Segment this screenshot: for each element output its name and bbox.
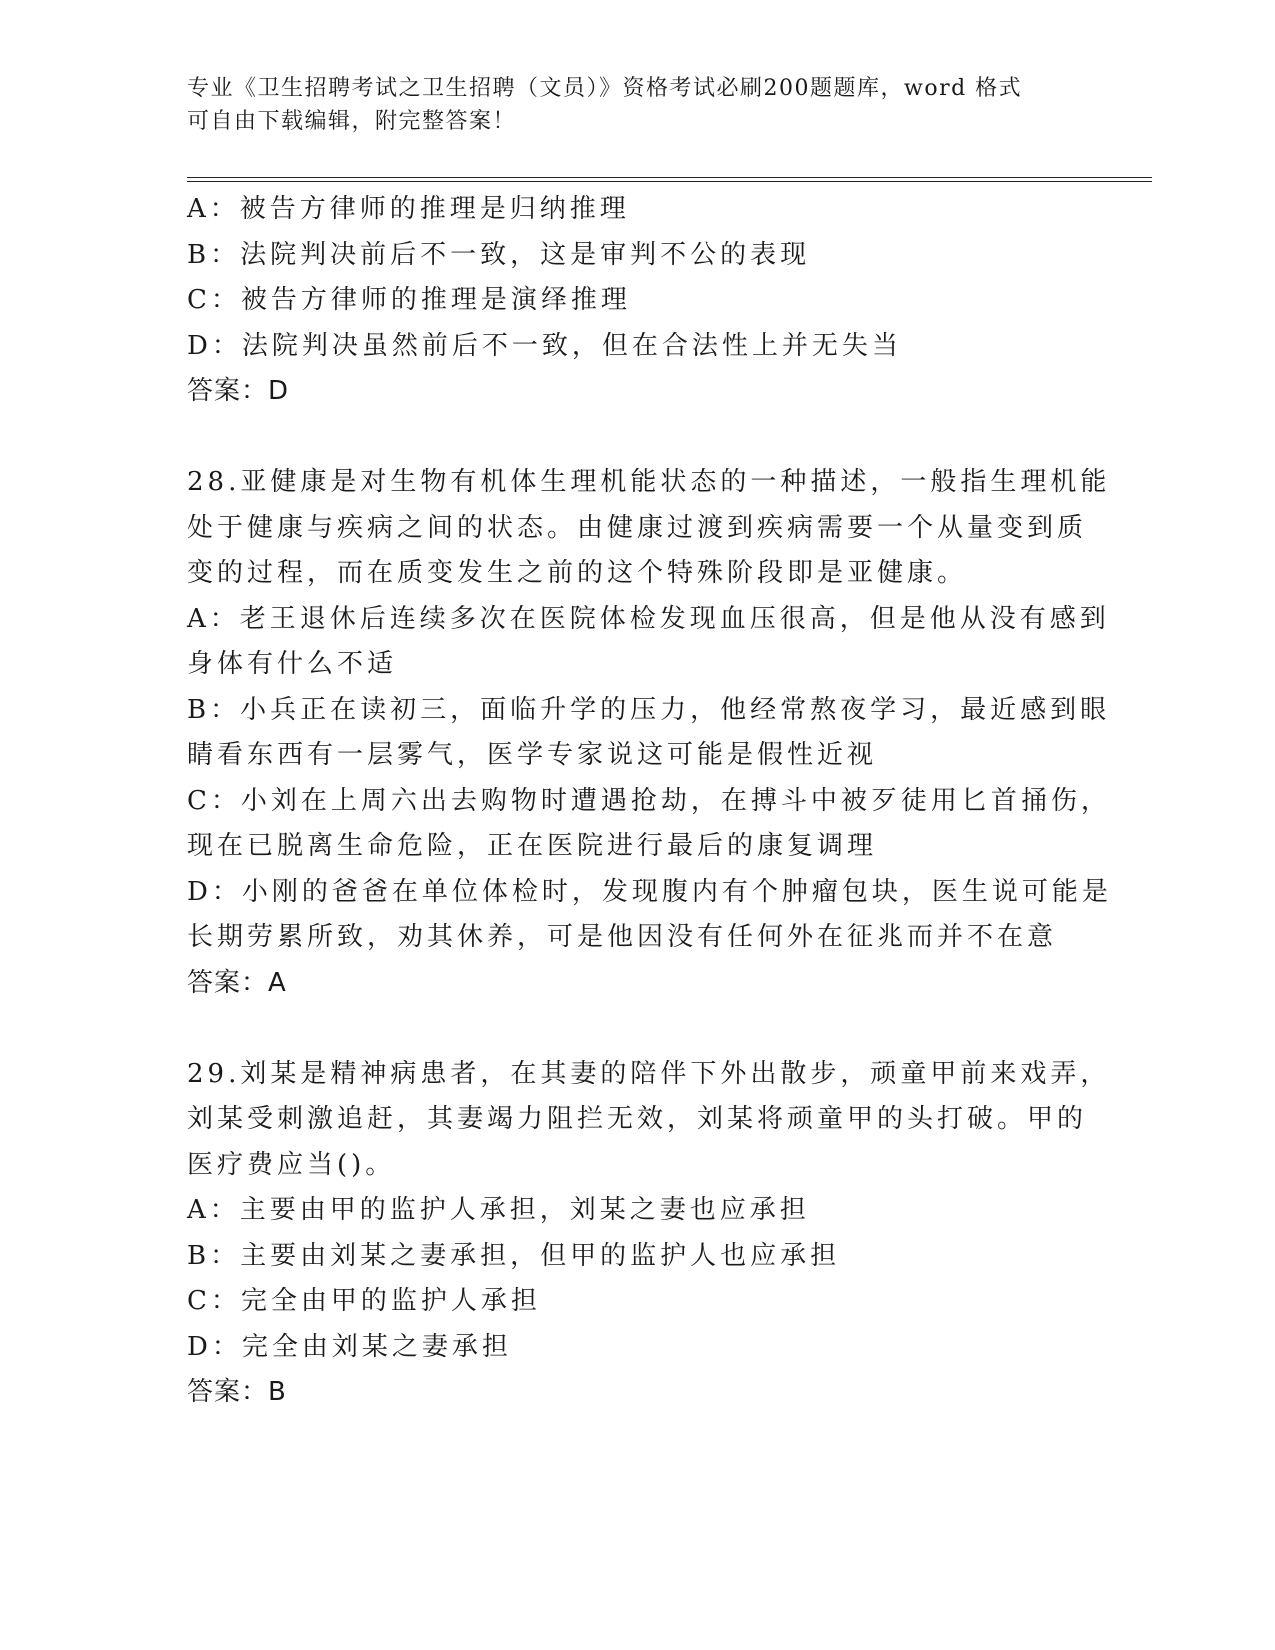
question-stem-line: 29.刘某是精神病患者，在其妻的陪伴下外出散步，顽童甲前来戏弄， (187, 1058, 1111, 1089)
question-28 (187, 460, 1112, 1006)
option-d: D：完全由刘某之妻承担 (187, 1331, 512, 1362)
option-d-continued: 长期劳累所致，劝其休养，可是他因没有任何外在征兆而并不在意 (187, 922, 1058, 952)
option-a: A：老王退休后连续多次在医院体检发现血压很高，但是他从没有感到 (187, 603, 1110, 634)
option-b: B：小兵正在读初三，面临升学的压力，他经常熬夜学习，最近感到眼 (187, 694, 1111, 725)
document-header (187, 72, 1067, 138)
option-d: D：法院判决虽然前后不一致，但在合法性上并无失当 (187, 330, 902, 361)
option-c-continued: 现在已脱离生命危险，正在医院进行最后的康复调理 (187, 831, 878, 861)
question-stem-line: 刘某受刺激追赶，其妻竭力阻拦无效，刘某将顽童甲的头打破。甲的 (187, 1104, 1088, 1134)
document-body (187, 187, 1112, 1416)
question-stem-line: 医疗费应当()。 (187, 1149, 396, 1180)
question-27 (187, 187, 1087, 415)
option-a-continued: 身体有什么不适 (187, 649, 398, 679)
option-d: D：小刚的爸爸在单位体检时，发现腹内有个肿瘤包块，医生说可能是 (187, 876, 1112, 907)
answer-line: 答案：D (187, 376, 290, 406)
option-a: A：主要由甲的监护人承担，刘某之妻也应承担 (187, 1195, 810, 1225)
spacer (187, 1006, 1087, 1052)
option-c: C：完全由甲的监护人承担 (187, 1286, 541, 1316)
spacer (187, 415, 1087, 461)
option-c: C：被告方律师的推理是演绎推理 (187, 285, 631, 315)
option-b: B：主要由刘某之妻承担，但甲的监护人也应承担 (187, 1240, 841, 1271)
option-a: A：被告方律师的推理是归纳推理 (187, 194, 630, 224)
header-line-2: 可自由下载编辑，附完整答案！ (187, 109, 517, 134)
option-b: B：法院判决前后不一致，这是审判不公的表现 (187, 239, 811, 270)
header-divider (187, 177, 1152, 182)
question-stem-line: 处于健康与疾病之间的状态。由健康过渡到疾病需要一个从量变到质 (187, 512, 1088, 543)
option-c: C：小刘在上周六出去购物时遭遇抢劫，在搏斗中被歹徒用匕首捅伤， (187, 785, 1111, 816)
question-stem-line: 28.亚健康是对生物有机体生理机能状态的一种描述，一般指生理机能 (187, 467, 1111, 497)
question-29 (187, 1052, 1111, 1416)
option-b-continued: 睛看东西有一层雾气，医学专家说这可能是假性近视 (187, 740, 878, 770)
question-stem-line: 变的过程，而在质变发生之前的这个特殊阶段即是亚健康。 (187, 558, 968, 588)
answer-line: 答案：B (187, 1377, 287, 1407)
header-line-1: 专业《卫生招聘考试之卫生招聘（文员）》资格考试必刷200题题库，word 格式 (187, 76, 1023, 101)
answer-line: 答案：A (187, 967, 287, 998)
